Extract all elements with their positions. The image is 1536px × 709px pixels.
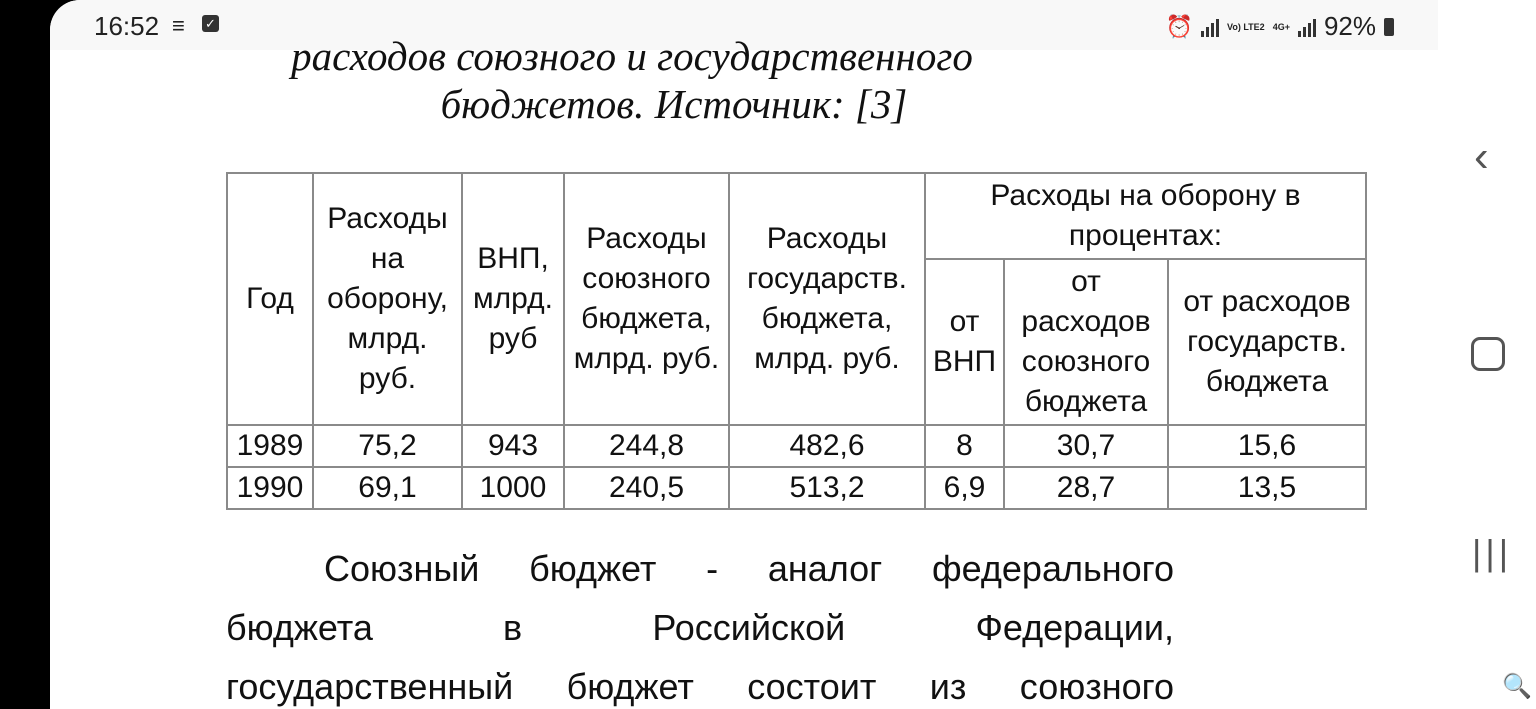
- table-row: [227, 425, 1366, 467]
- budget-table: [226, 172, 1367, 510]
- cell-year: 1990: [227, 467, 313, 509]
- cell-pct-union: 28,7: [1004, 467, 1168, 509]
- cell-pct-gnp: 6,9: [925, 467, 1004, 509]
- cell-pct-gnp: 8: [925, 425, 1004, 467]
- table-row: [227, 467, 1366, 509]
- cell-pct-state: 15,6: [1168, 425, 1366, 467]
- document-page: [50, 0, 1438, 709]
- battery-icon: [1384, 18, 1394, 36]
- menu-icon: ≡: [172, 13, 185, 38]
- cell-defense: 69,1: [313, 467, 462, 509]
- checkbox-icon: ✓: [202, 15, 219, 32]
- cell-pct-union: 30,7: [1004, 425, 1168, 467]
- caption-line-2: бюджетов. Источник: [3]: [440, 81, 908, 127]
- lte-indicator: Vo) LTE2: [1227, 21, 1265, 32]
- header-defense: Расходы на оборону, млрд. руб.: [313, 173, 462, 425]
- cell-year: 1989: [227, 425, 313, 467]
- cell-gnp: 1000: [462, 467, 564, 509]
- paragraph-line-2: бюджета в Российской Федерации,: [226, 607, 1174, 648]
- cell-state-budget: 482,6: [729, 425, 925, 467]
- header-pct-union: от расходов союзного бюджета: [1004, 259, 1168, 425]
- header-pct-state: от расходов государств. бюджета: [1168, 259, 1366, 425]
- home-icon[interactable]: [1471, 337, 1505, 371]
- search-icon[interactable]: 🔍: [1502, 673, 1532, 700]
- table-header-row: [227, 173, 1366, 259]
- header-union-budget: Расходы союзного бюджета, млрд. руб.: [564, 173, 729, 425]
- header-state-budget: Расходы государств. бюджета, млрд. руб.: [729, 173, 925, 425]
- cell-union-budget: 240,5: [564, 467, 729, 509]
- network-indicator: 4G+: [1272, 21, 1290, 32]
- alarm-icon: ⏰: [1165, 13, 1194, 39]
- header-pct-gnp: от ВНП: [925, 259, 1004, 425]
- cell-defense: 75,2: [313, 425, 462, 467]
- recents-icon[interactable]: |||: [1472, 532, 1513, 573]
- cell-state-budget: 513,2: [729, 467, 925, 509]
- caption-line-1: расходов союзного и государственного: [291, 33, 973, 79]
- navigation-bar: [1438, 0, 1536, 709]
- header-year: Год: [227, 173, 313, 425]
- cell-gnp: 943: [462, 425, 564, 467]
- battery-percent: 92%: [1323, 11, 1376, 41]
- header-percent-group: Расходы на оборону в процентах:: [925, 173, 1366, 259]
- cell-union-budget: 244,8: [564, 425, 729, 467]
- cell-pct-state: 13,5: [1168, 467, 1366, 509]
- header-gnp: ВНП, млрд. руб: [462, 173, 564, 425]
- paragraph-line-3: государственный бюджет состоит из союзного: [226, 666, 1174, 707]
- status-time: 16:52: [94, 11, 160, 41]
- paragraph-line-1: Союзный бюджет - аналог федерального: [324, 548, 1174, 589]
- back-icon[interactable]: ‹: [1474, 132, 1489, 181]
